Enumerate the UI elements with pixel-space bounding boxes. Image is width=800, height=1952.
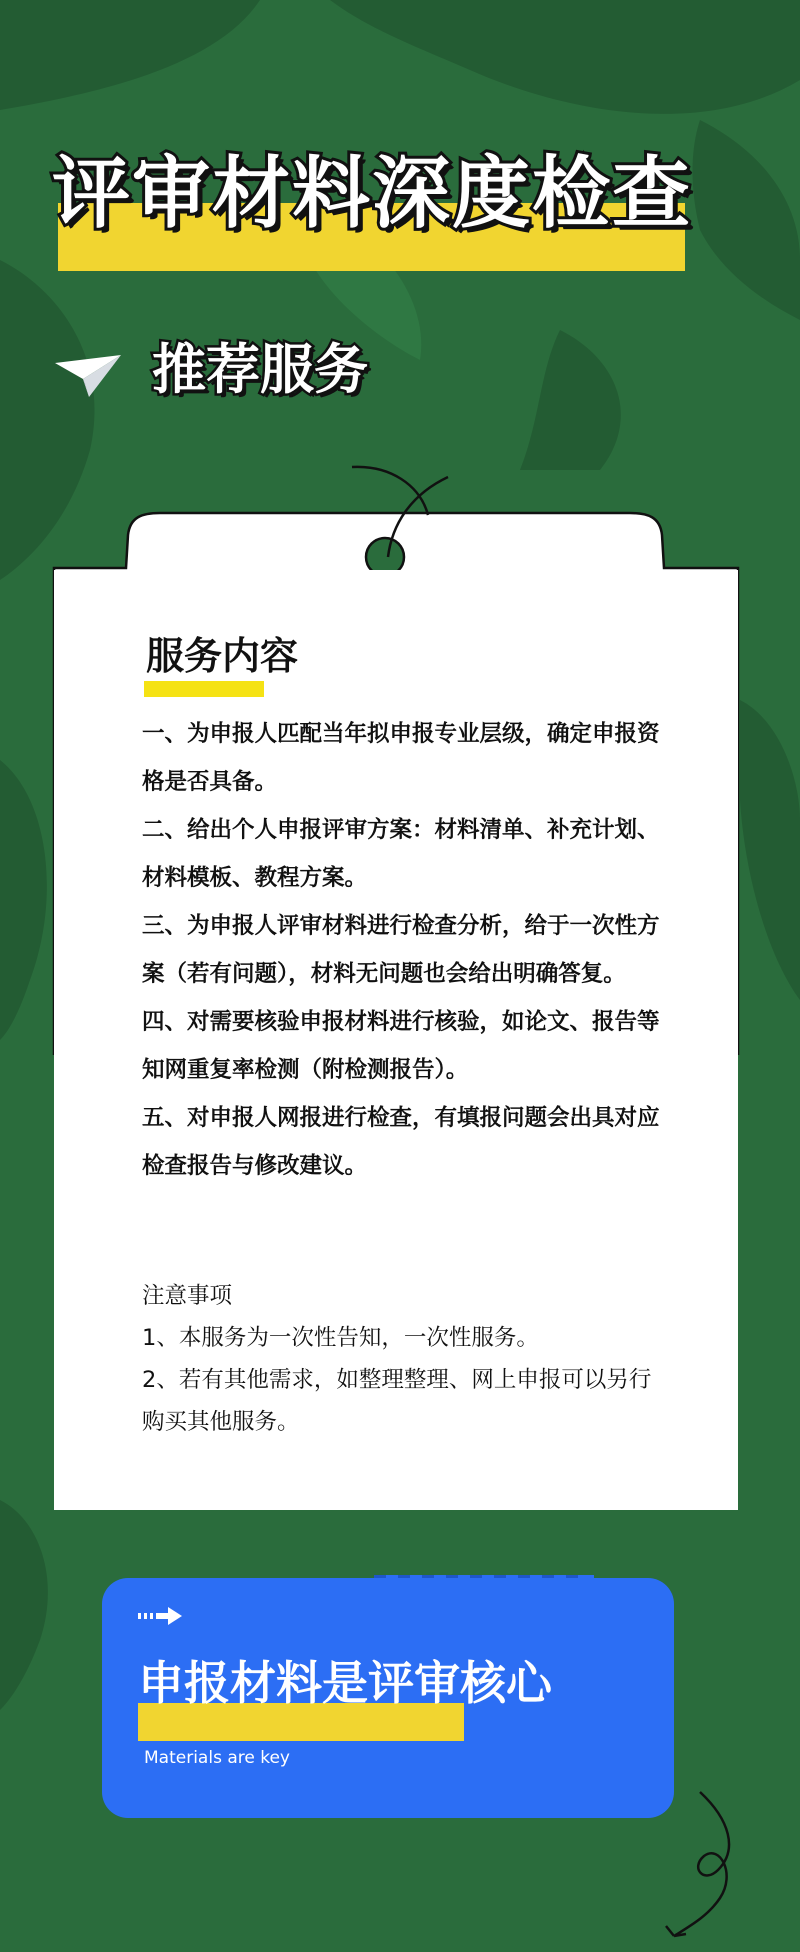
key-message-block (102, 1578, 674, 1818)
page-title: 评审材料深度检查 (52, 149, 693, 239)
paper-plane-icon (55, 355, 121, 399)
service-list (142, 710, 662, 1190)
notes-section (142, 1275, 662, 1443)
key-message-title: 申报材料是评审核心 (138, 1656, 552, 1710)
section-subtitle: 推荐服务 (152, 338, 368, 401)
dashed-arrow-icon (138, 1606, 182, 1626)
service-item: 二、给出个人申报评审方案：材料清单、补充计划、材料模板、教程方案。 (142, 817, 660, 891)
service-item: 五、对申报人网报进行检查，有填报问题会出具对应检查报告与修改建议。 (142, 1105, 660, 1179)
service-item: 一、为申报人匹配当年拟申报专业层级，确定申报资格是否具备。 (142, 721, 660, 795)
notes-item: 1、本服务为一次性告知，一次性服务。 (142, 1325, 539, 1351)
notes-item: 2、若有其他需求，如整理整理、网上申报可以另行购买其他服务。 (142, 1367, 652, 1435)
card-heading: 服务内容 (146, 634, 299, 678)
notes-title: 注意事项 (142, 1283, 233, 1309)
service-item: 三、为申报人评审材料进行检查分析，给于一次性方案（若有问题），材料无问题也会给出明确答复。 (142, 913, 660, 987)
service-item: 四、对需要核验申报材料进行核验，如论文、报告等知网重复率检测（附检测报告）。 (142, 1009, 660, 1083)
swirl-decoration (660, 1790, 750, 1940)
key-message-subtitle: Materials are key (144, 1748, 290, 1768)
heading-underline (144, 681, 264, 697)
service-card (54, 570, 738, 1510)
